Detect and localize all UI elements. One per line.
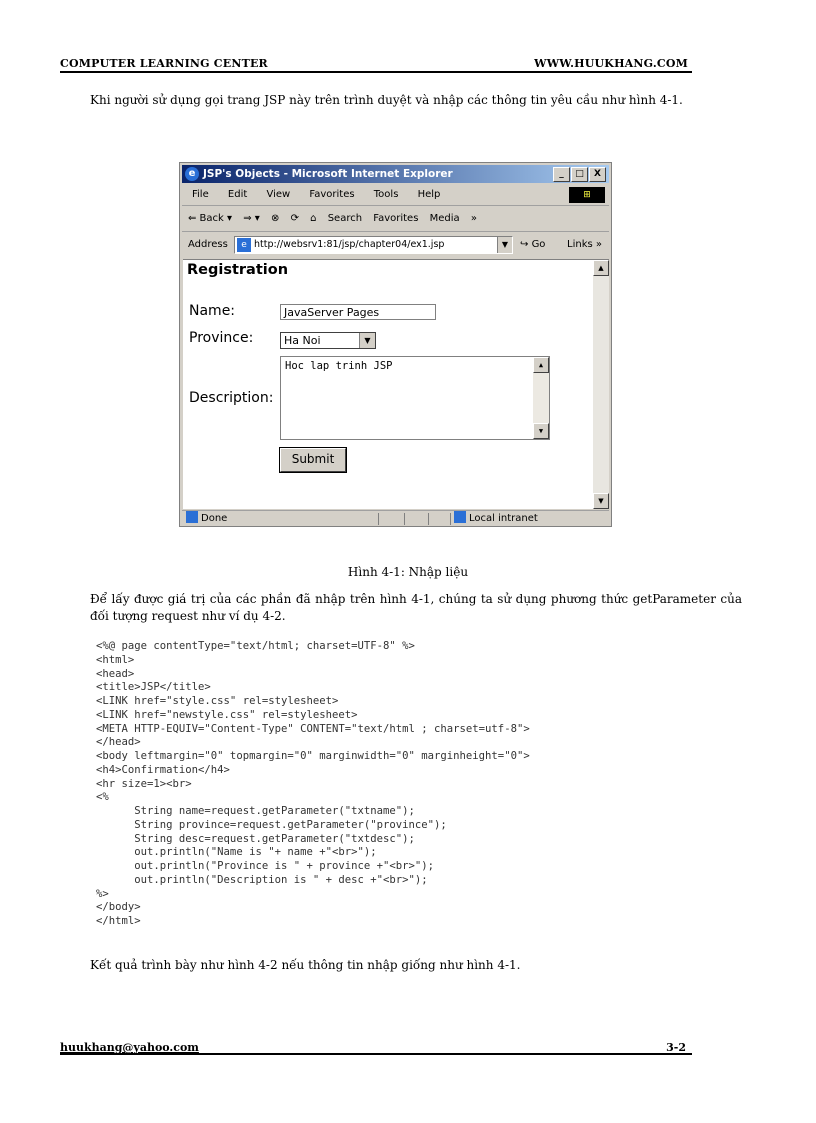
menu-bar — [182, 185, 609, 206]
window-titlebar — [182, 165, 609, 183]
status-done-text: Done — [201, 513, 228, 524]
page-icon: e — [237, 238, 251, 252]
toolbar — [182, 207, 609, 232]
province-label: Province: — [189, 330, 254, 346]
province-select[interactable] — [280, 332, 376, 349]
menu-favorites[interactable]: Favorites — [309, 189, 355, 200]
favorites-button[interactable]: Favorites — [373, 213, 419, 224]
status-zone — [454, 511, 538, 527]
description-value: Hoc lap trinh JSP — [285, 360, 393, 372]
chevron-down-icon[interactable]: ▼ — [359, 333, 375, 348]
menu-help[interactable]: Help — [417, 189, 441, 200]
close-button[interactable]: X — [589, 167, 606, 182]
address-value: http://websrv1:81/jsp/chapter04/ex1.jsp — [254, 239, 445, 250]
page-scrollbar[interactable] — [593, 259, 609, 509]
form-heading: Registration — [187, 262, 289, 278]
status-separator — [404, 513, 405, 525]
address-label: Address — [188, 239, 228, 250]
name-input[interactable]: JavaServer Pages — [280, 304, 436, 320]
maximize-button[interactable]: □ — [571, 167, 588, 182]
address-input[interactable] — [234, 236, 513, 254]
province-value: Ha Noi — [284, 334, 321, 347]
menu-edit[interactable]: Edit — [227, 189, 248, 200]
code-listing: <%@ page contentType="text/html; charset=UTF-8" %> <html> <head> <title>JSP</title> <LINK href="style.css" rel=stylesheet> <LINK href="newstyle.css" rel=stylesheet> <META HTTP-EQUIV="Content-Type" CONTENT="text/html ; charset=utf-8"> </head> <body leftmargin="0" topmargin="0" marginwidth="0" marginheight="0"> <h4>Confirmation</h4> <hr size=1><br> <% String name=request.getParameter("txtname"); String province=request.getParameter("province"); String desc=request.getParameter("txtdesc"); out.println("Name is "+ name +"<br>"); out.println("Province is " + province +"<br>"); out.println("Description is " + desc +"<br>"); %> </body> </html> — [96, 640, 530, 927]
description-label: Description: — [189, 390, 274, 406]
stop-icon[interactable]: ⊗ — [271, 213, 280, 224]
page-header — [60, 57, 692, 73]
status-bar — [182, 510, 609, 527]
home-icon[interactable]: ⌂ — [310, 213, 317, 224]
name-label: Name: — [189, 303, 236, 319]
description-textarea[interactable] — [280, 356, 550, 440]
minimize-button[interactable]: _ — [553, 167, 570, 182]
address-dropdown-icon[interactable]: ▼ — [497, 237, 512, 253]
scroll-down-icon[interactable]: ▼ — [533, 423, 549, 439]
result-paragraph: Kết quả trình bày như hình 4-2 nếu thông tin nhập giống như hình 4-1. — [90, 958, 521, 972]
body-paragraph: Để lấy được giá trị của các phần đã nhập trên hình 4-1, chúng ta sử dụng phương thức getParameter của đối tượng request như ví dụ 4-2. — [90, 592, 742, 623]
page-number: 3-2 — [666, 1041, 686, 1054]
submit-button[interactable]: Submit — [280, 448, 346, 472]
go-button[interactable]: ↪ Go — [520, 239, 546, 250]
scroll-down-icon[interactable]: ▼ — [593, 493, 609, 509]
address-bar — [182, 233, 609, 257]
textarea-scrollbar[interactable] — [533, 357, 549, 439]
done-icon — [186, 511, 198, 523]
figure-caption: Hình 4-1: Nhập liệu — [347, 565, 469, 579]
windows-logo-icon: ⊞ — [569, 187, 605, 203]
browser-window-screenshot — [179, 162, 612, 527]
status-separator — [428, 513, 429, 525]
search-button[interactable]: Search — [327, 213, 363, 224]
intro-paragraph: Khi người sử dụng gọi trang JSP này trên trình duyệt và nhập các thông tin yêu cầu như hình 4-1. — [90, 93, 683, 107]
refresh-icon[interactable]: ⟳ — [290, 213, 299, 224]
scroll-up-icon[interactable]: ▲ — [593, 260, 609, 276]
forward-button[interactable]: ⇒ ▾ — [243, 213, 260, 224]
footer-email: huukhang@yahoo.com — [60, 1041, 199, 1054]
status-separator — [450, 513, 451, 525]
menu-file[interactable]: File — [192, 189, 209, 200]
menu-view[interactable]: View — [266, 189, 291, 200]
header-left: COMPUTER LEARNING CENTER — [60, 57, 268, 70]
window-buttons — [552, 167, 606, 185]
page-content — [183, 259, 593, 509]
go-label: Go — [531, 239, 546, 250]
media-button[interactable]: Media — [429, 213, 460, 224]
window-title: JSP's Objects - Microsoft Internet Explorer — [203, 168, 453, 180]
links-button[interactable]: Links » — [567, 239, 602, 250]
menu-tools[interactable]: Tools — [373, 189, 399, 200]
intranet-icon — [454, 511, 466, 523]
header-right: WWW.HUUKHANG.COM — [534, 57, 688, 70]
status-separator — [378, 513, 379, 525]
page-footer — [60, 1041, 692, 1055]
toolbar-overflow-icon[interactable]: » — [470, 213, 477, 224]
status-zone-text: Local intranet — [469, 513, 538, 524]
back-button[interactable]: ⇐ Back ▾ — [188, 213, 233, 224]
status-done — [186, 511, 227, 527]
ie-icon: e — [185, 167, 199, 181]
scroll-up-icon[interactable]: ▲ — [533, 357, 549, 373]
